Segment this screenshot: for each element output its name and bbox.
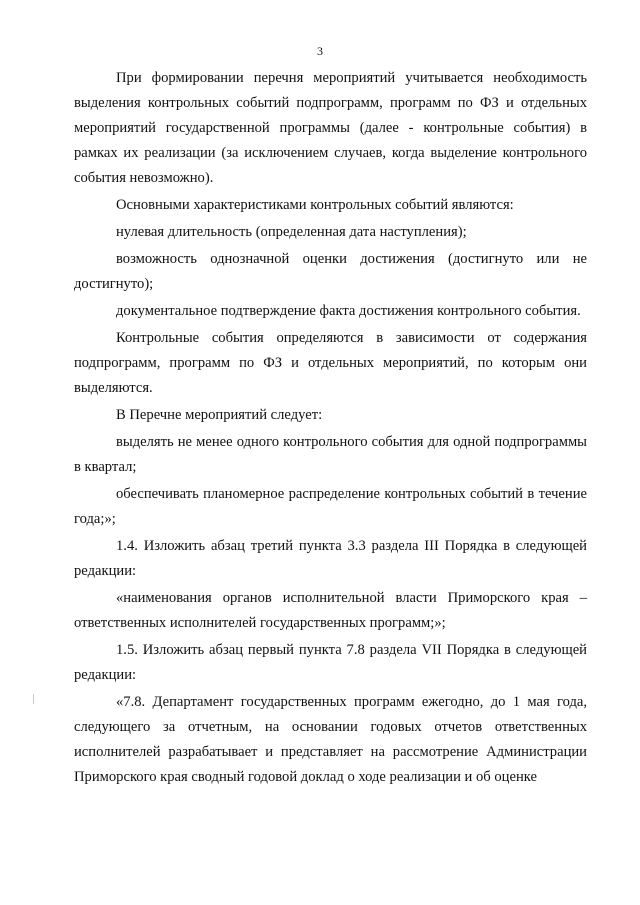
paragraph: «наименования органов исполнительной власти Приморского края – ответственных исполнителей государственных программ;»; <box>74 590 587 631</box>
paragraph: 1.5. Изложить абзац первый пункта 7.8 раздела VII Порядка в следующей редакции: <box>74 642 587 683</box>
paragraph: документальное подтверждение факта достижения контрольного события. <box>116 303 581 319</box>
paragraph: Контрольные события определяются в зависимости от содержания подпрограмм, программ по ФЗ и отдельных мероприятий, по которым они выделяются. <box>74 330 587 396</box>
paragraph: возможность однозначной оценки достижения (достигнуто или не достигнуто); <box>74 251 587 292</box>
scan-margin-mark <box>33 694 34 704</box>
paragraph: 1.4. Изложить абзац третий пункта 3.3 раздела III Порядка в следующей редакции: <box>74 538 587 579</box>
paragraph: нулевая длительность (определенная дата наступления); <box>116 224 467 240</box>
paragraph: При формировании перечня мероприятий учитывается необходимость выделения контрольных событий подпрограмм, программ по ФЗ и отдельных мероприятий государственной программы (далее - контрольные события) в рамках их реализации (за исключением случаев, когда выделение контрольного события невозможно). <box>74 70 587 186</box>
paragraph: В Перечне мероприятий следует: <box>116 407 323 423</box>
page-number: 3 <box>317 44 323 58</box>
paragraph: обеспечивать планомерное распределение контрольных событий в течение года;»; <box>74 486 587 527</box>
paragraph: выделять не менее одного контрольного события для одной подпрограммы в квартал; <box>74 434 587 475</box>
document-body <box>74 66 587 792</box>
paragraph: Основными характеристиками контрольных событий являются: <box>116 197 514 213</box>
paragraph: «7.8. Департамент государственных программ ежегодно, до 1 мая года, следующего за отчетным, на основании годовых отчетов ответственных исполнителей разрабатывает и представляет на рассмотрение Администрации Приморского края сводный годовой доклад о ходе реализации и об оценке <box>74 694 587 785</box>
